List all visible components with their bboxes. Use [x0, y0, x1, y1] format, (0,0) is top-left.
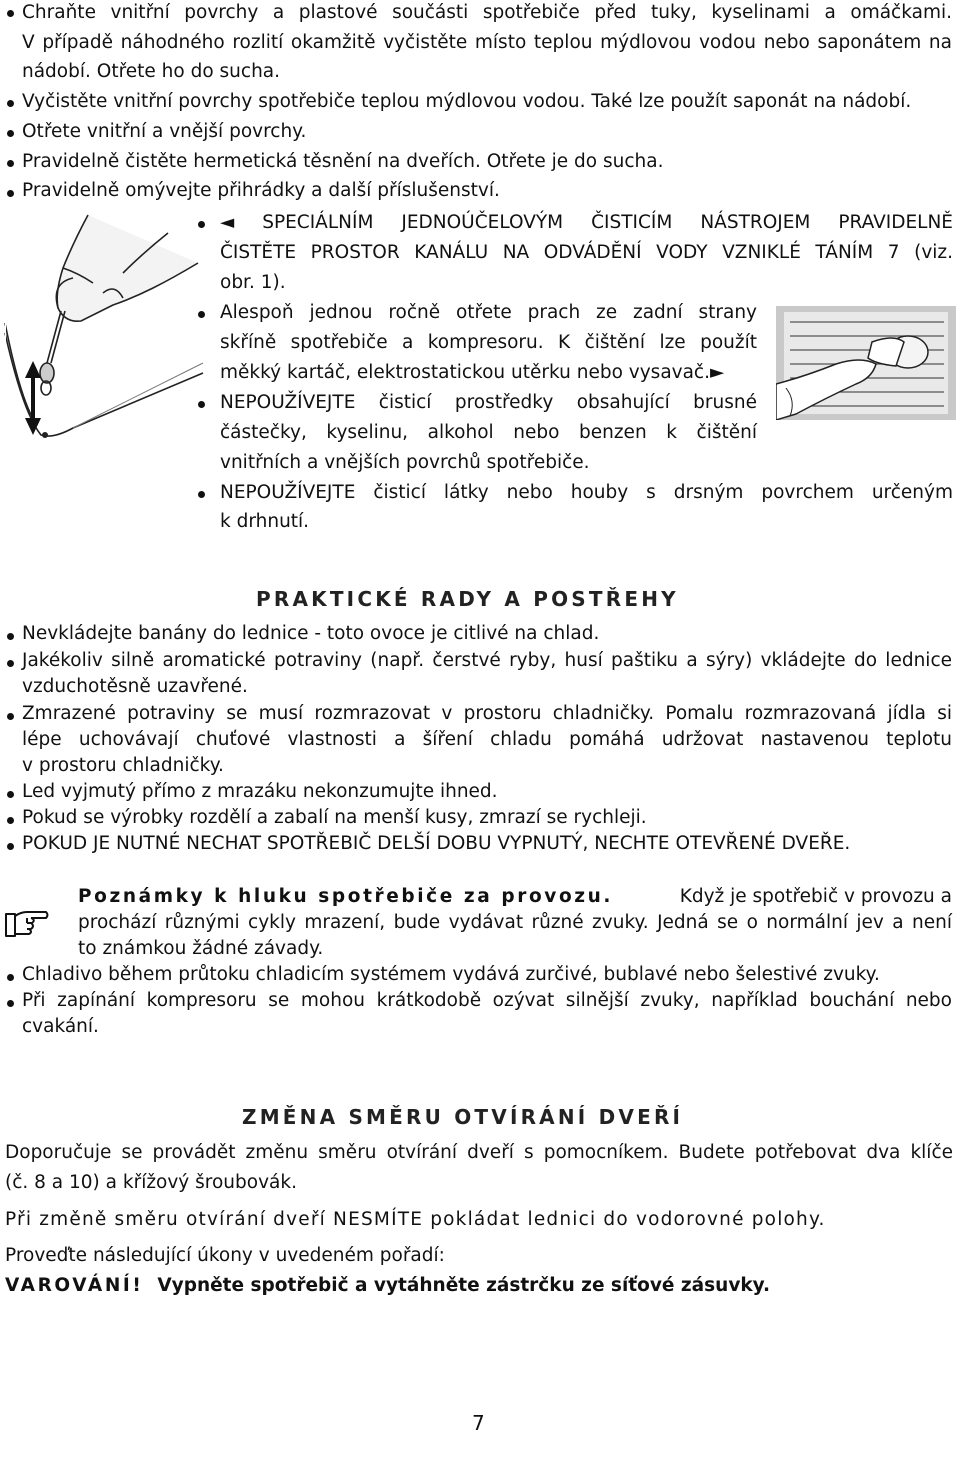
cleaning-bullet-2: Vyčistěte vnitřní povrchy spotřebiče teplou mýdlovou vodou. Také lze použít saponát na nádobí. — [22, 91, 912, 112]
noise-note-line-1 — [78, 884, 952, 910]
dust-bullet-line-2: skříně spotřebiče a kompresoru. K čištění lze použít — [220, 332, 757, 353]
noise-note-title: Poznámky k hluku spotřebiče za provozu. — [78, 886, 614, 907]
drain-notice-line-1: ◄ SPECIÁLNÍM JEDNOÚČELOVÝM ČISTICÍM NÁSTROJEM PRAVIDELNĚ — [220, 212, 953, 233]
bullet — [7, 843, 14, 850]
tips-bullet-2-line-1: Jakékoliv silně aromatické potraviny (např. čerstvé ryby, husí paštiku a sýry) vkládejte do lednice — [22, 650, 952, 671]
sponge-warning-line-1: NEPOUŽÍVEJTE čisticí látky nebo houby s drsným povrchem určeným — [220, 482, 953, 503]
cleaning-bullet-3: Otřete vnitřní a vnější povrchy. — [22, 121, 307, 142]
tips-bullet-6: POKUD JE NUTNÉ NECHAT SPOTŘEBIČ DELŠÍ DOBU VYPNUTÝ, NECHTE OTEVŘENÉ DVEŘE. — [22, 833, 851, 854]
bullet — [7, 160, 14, 167]
bullet — [198, 311, 205, 318]
dust-bullet-line-1: Alespoň jednou ročně otřete prach ze zadní strany — [220, 302, 757, 323]
bullet — [198, 491, 205, 498]
tips-bullet-3-line-1: Zmrazené potraviny se musí rozmrazovat v prostoru chladničky. Pomalu rozmrazovaná jídla si — [22, 703, 952, 724]
tips-bullet-1: Nevkládejte banány do lednice - toto ovoce je citlivé na chlad. — [22, 623, 600, 644]
bullet — [7, 791, 14, 798]
noise-note-line-1-rest: Když je spotřebič v provozu a — [679, 886, 952, 907]
noise-note-line-2: prochází různými cykly mrazení, bude vydávat různé zvuky. Jedná se o normální jev a není — [78, 912, 952, 933]
page-number: 7 — [472, 1411, 485, 1435]
tips-bullet-3-line-3: v prostoru chladničky. — [22, 755, 224, 776]
bullet — [7, 130, 14, 137]
bullet — [198, 221, 205, 228]
drain-notice-line-2: ČISTĚTE PROSTOR KANÁLU NA ODVÁDĚNÍ VODY VZNIKLÉ TÁNÍM 7 (viz. — [220, 242, 953, 263]
bullet — [7, 100, 14, 107]
coil-brushing-illustration — [776, 306, 956, 420]
cleaning-bullet-1-line-1: Chraňte vnitřní povrchy a plastové součásti spotřebiče před tuky, kyselinami a omáčkami. — [22, 2, 952, 23]
abrasive-warning-line-1: NEPOUŽÍVEJTE čisticí prostředky obsahující brusné — [220, 392, 757, 413]
door-paragraph-1-line-2: (č. 8 a 10) a křížový šroubovák. — [5, 1172, 297, 1193]
cleaning-bullet-4: Pravidelně čistěte hermetická těsnění na dveřích. Otřete je do sucha. — [22, 151, 664, 172]
noise-bullet-2-line-2: cvakání. — [22, 1016, 99, 1037]
door-paragraph-1-line-1: Doporučuje se provádět změnu směru otvírání dveří s pomocníkem. Budete potřebovat dva klíče — [5, 1142, 953, 1163]
warning-text: Vypněte spotřebič a vytáhněte zástrčku ze síťové zásuvky. — [157, 1275, 771, 1296]
tips-bullet-2-line-2: vzduchotěsně uzavřené. — [22, 676, 248, 697]
door-warning — [5, 1273, 770, 1299]
abrasive-warning-line-2: částečky, kyselinu, alkohol nebo benzen k čištění — [220, 422, 757, 443]
cleaning-bullet-1-line-3: nádobí. Otřete ho do sucha. — [22, 61, 281, 82]
cleaning-bullet-1-line-2: V případě náhodného rozlití okamžitě vyčistěte místo teplou mýdlovou vodou nebo saponátem na — [22, 32, 952, 53]
bullet — [7, 1000, 14, 1007]
sponge-warning-line-2: k drhnutí. — [220, 511, 310, 532]
bullet — [7, 10, 14, 17]
pointing-hand-icon — [3, 904, 49, 942]
bullet — [198, 401, 205, 408]
door-heading: ZMĚNA SMĚRU OTVÍRÁNÍ DVEŘÍ — [242, 1105, 684, 1129]
noise-bullet-1: Chladivo během průtoku chladicím systémem vydává zurčivé, bublavé nebo šelestivé zvuky. — [22, 964, 880, 985]
drain-notice-line-3: obr. 1). — [220, 272, 286, 293]
tips-bullet-3-line-2: lépe uchovávají chuťové vlastnosti a šíření chladu pomáhá udržovat nastavenou teplotu — [22, 729, 952, 750]
drain-cleaning-illustration — [3, 213, 208, 448]
warning-label: VAROVÁNÍ! — [5, 1275, 144, 1296]
noise-bullet-2-line-1: Při zapínání kompresoru se mohou krátkodobě ozývat silnější zvuky, například bouchání nebo — [22, 990, 952, 1011]
bullet — [7, 817, 14, 824]
bullet — [7, 660, 14, 667]
noise-note-line-3: to známkou žádné závady. — [78, 938, 324, 959]
tips-heading: PRAKTICKÉ RADY A POSTŘEHY — [256, 587, 679, 611]
dust-bullet-line-3: měkký kartáč, elektrostatickou utěrku nebo vysavač.► — [220, 362, 725, 383]
tips-bullet-5: Pokud se výrobky rozdělí a zabalí na menší kusy, zmrazí se rychleji. — [22, 807, 647, 828]
bullet — [7, 633, 14, 640]
bullet — [7, 974, 14, 981]
abrasive-warning-line-3: vnitřních a vnějších povrchů spotřebiče. — [220, 452, 590, 473]
door-paragraph-2: Při změně směru otvírání dveří NESMÍTE pokládat lednici do vodorovné polohy. — [5, 1209, 826, 1230]
tips-bullet-4: Led vyjmutý přímo z mrazáku nekonzumujte ihned. — [22, 781, 498, 802]
cleaning-bullet-5: Pravidelně omývejte přihrádky a další příslušenství. — [22, 180, 500, 201]
bullet — [7, 190, 14, 197]
bullet — [7, 713, 14, 720]
door-paragraph-3: Proveďte následující úkony v uvedeném pořadí: — [5, 1245, 445, 1266]
